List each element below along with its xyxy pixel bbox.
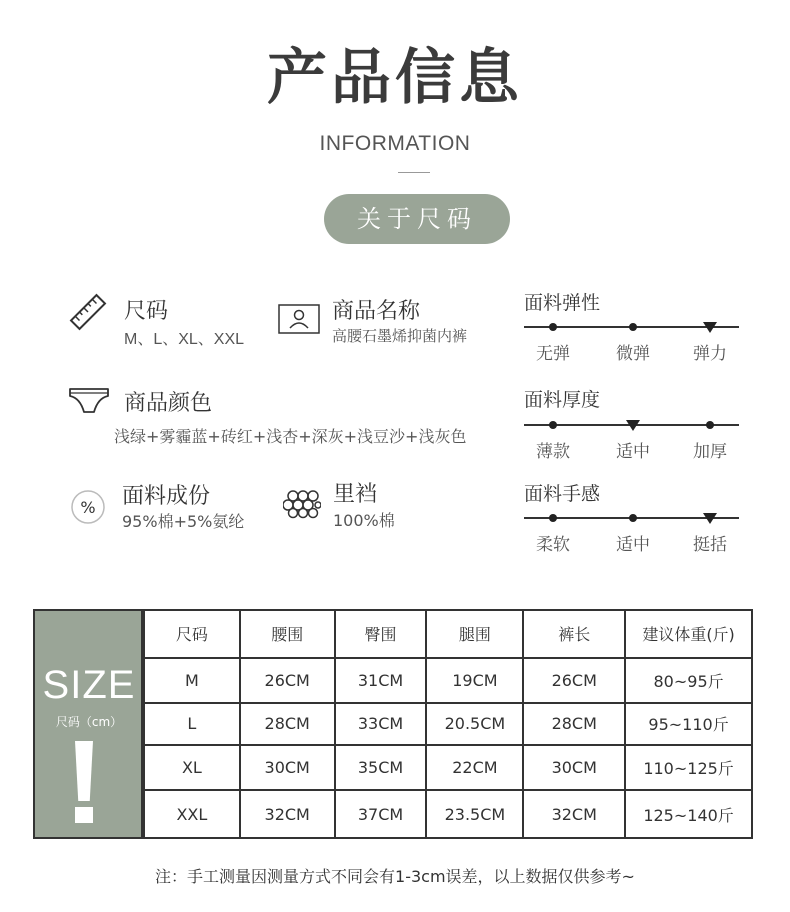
underwear-icon <box>68 386 110 416</box>
size-panel-title: SIZE <box>42 663 136 707</box>
page-title: 产品信息 <box>267 43 523 113</box>
scale-dot <box>629 514 637 522</box>
table-cell: L <box>144 703 240 746</box>
table-cell: 110~125斤 <box>625 745 751 790</box>
scale-line <box>524 326 739 328</box>
scale-label: 挺括 <box>693 535 727 555</box>
table-cell: 31CM <box>335 658 427 703</box>
scale-label: 微弹 <box>616 344 650 364</box>
scale-label: 适中 <box>616 535 650 555</box>
table-cell: 28CM <box>523 703 625 746</box>
table-cell: XL <box>144 745 240 790</box>
table-cell: 30CM <box>523 745 625 790</box>
table-header-cell: 裤长 <box>523 611 625 658</box>
section-pill: 关于尺码 <box>324 194 510 244</box>
table-cell: 33CM <box>335 703 427 746</box>
scale-selected-marker <box>703 322 717 333</box>
table-header-cell: 尺码 <box>144 611 240 658</box>
table-header-row <box>144 611 751 658</box>
name-value: 高腰石墨烯抑菌内裤 <box>332 327 468 345</box>
scale-dot <box>706 421 714 429</box>
table-cell: 20.5CM <box>426 703 523 746</box>
table-row <box>144 790 751 837</box>
table-cell: 32CM <box>523 790 625 837</box>
scale-dot <box>549 323 557 331</box>
size-grid <box>143 611 751 837</box>
name-label: 商品名称 <box>332 299 421 324</box>
color-value: 浅绿+雾霾蓝+砖红+浅杏+深灰+浅豆沙+浅灰色 <box>114 427 467 446</box>
table-header-cell: 腿围 <box>426 611 523 658</box>
table-cell: XXL <box>144 790 240 837</box>
scale-label: 柔软 <box>536 535 570 555</box>
table-cell: 26CM <box>523 658 625 703</box>
scale-label: 无弹 <box>536 344 570 364</box>
table-cell: 22CM <box>426 745 523 790</box>
table-header-cell: 腰围 <box>240 611 335 658</box>
scale-label: 加厚 <box>693 442 727 462</box>
color-label: 商品颜色 <box>124 391 213 416</box>
table-cell: 35CM <box>335 745 427 790</box>
table-cell: 28CM <box>240 703 335 746</box>
size-label: 尺码 <box>124 299 169 324</box>
size-panel <box>35 611 143 837</box>
lining-label: 里裆 <box>333 482 378 507</box>
material-value: 95%棉+5%氨纶 <box>122 512 245 531</box>
size-table <box>33 609 753 839</box>
scale-label: 薄款 <box>536 442 570 462</box>
exclamation-dot <box>75 807 93 823</box>
scale-selected-marker <box>703 513 717 524</box>
table-cell: 19CM <box>426 658 523 703</box>
scale-dot <box>549 421 557 429</box>
table-cell: 23.5CM <box>426 790 523 837</box>
scale-line <box>524 424 739 426</box>
size-panel-subtitle: 尺码（cm） <box>55 715 123 729</box>
size-value: M、L、XL、XXL <box>124 331 245 348</box>
table-cell: 125~140斤 <box>625 790 751 837</box>
scale-title: 面料手感 <box>524 483 601 505</box>
table-cell: 80~95斤 <box>625 658 751 703</box>
material-label: 面料成份 <box>122 484 211 509</box>
table-cell: M <box>144 658 240 703</box>
scale-label: 弹力 <box>693 344 727 364</box>
scale-title: 面料厚度 <box>524 389 601 411</box>
scale-line <box>524 517 739 519</box>
measurement-note: 注：手工测量因测量方式不同会有1-3cm误差，以上数据仅供参考~ <box>155 867 635 886</box>
table-cell: 95~110斤 <box>625 703 751 746</box>
table-cell: 26CM <box>240 658 335 703</box>
percent-icon <box>70 489 106 525</box>
table-cell: 32CM <box>240 790 335 837</box>
scale-label: 适中 <box>616 442 650 462</box>
scale-dot <box>629 323 637 331</box>
page-subtitle: INFORMATION <box>319 132 471 155</box>
table-cell: 30CM <box>240 745 335 790</box>
table-row <box>144 745 751 790</box>
honeycomb-icon <box>283 487 321 519</box>
lining-value: 100%棉 <box>333 511 395 530</box>
table-header-cell: 臀围 <box>335 611 427 658</box>
exclamation-icon <box>75 741 93 801</box>
scale-title: 面料弹性 <box>524 292 601 314</box>
table-row <box>144 703 751 746</box>
subtitle-divider <box>398 172 430 173</box>
svg-text:%: % <box>80 498 96 517</box>
ruler-icon <box>68 292 108 332</box>
table-row <box>144 658 751 703</box>
scale-selected-marker <box>626 420 640 431</box>
scale-dot <box>549 514 557 522</box>
table-cell: 37CM <box>335 790 427 837</box>
person-card-icon <box>278 304 320 334</box>
table-header-cell: 建议体重(斤) <box>625 611 751 658</box>
